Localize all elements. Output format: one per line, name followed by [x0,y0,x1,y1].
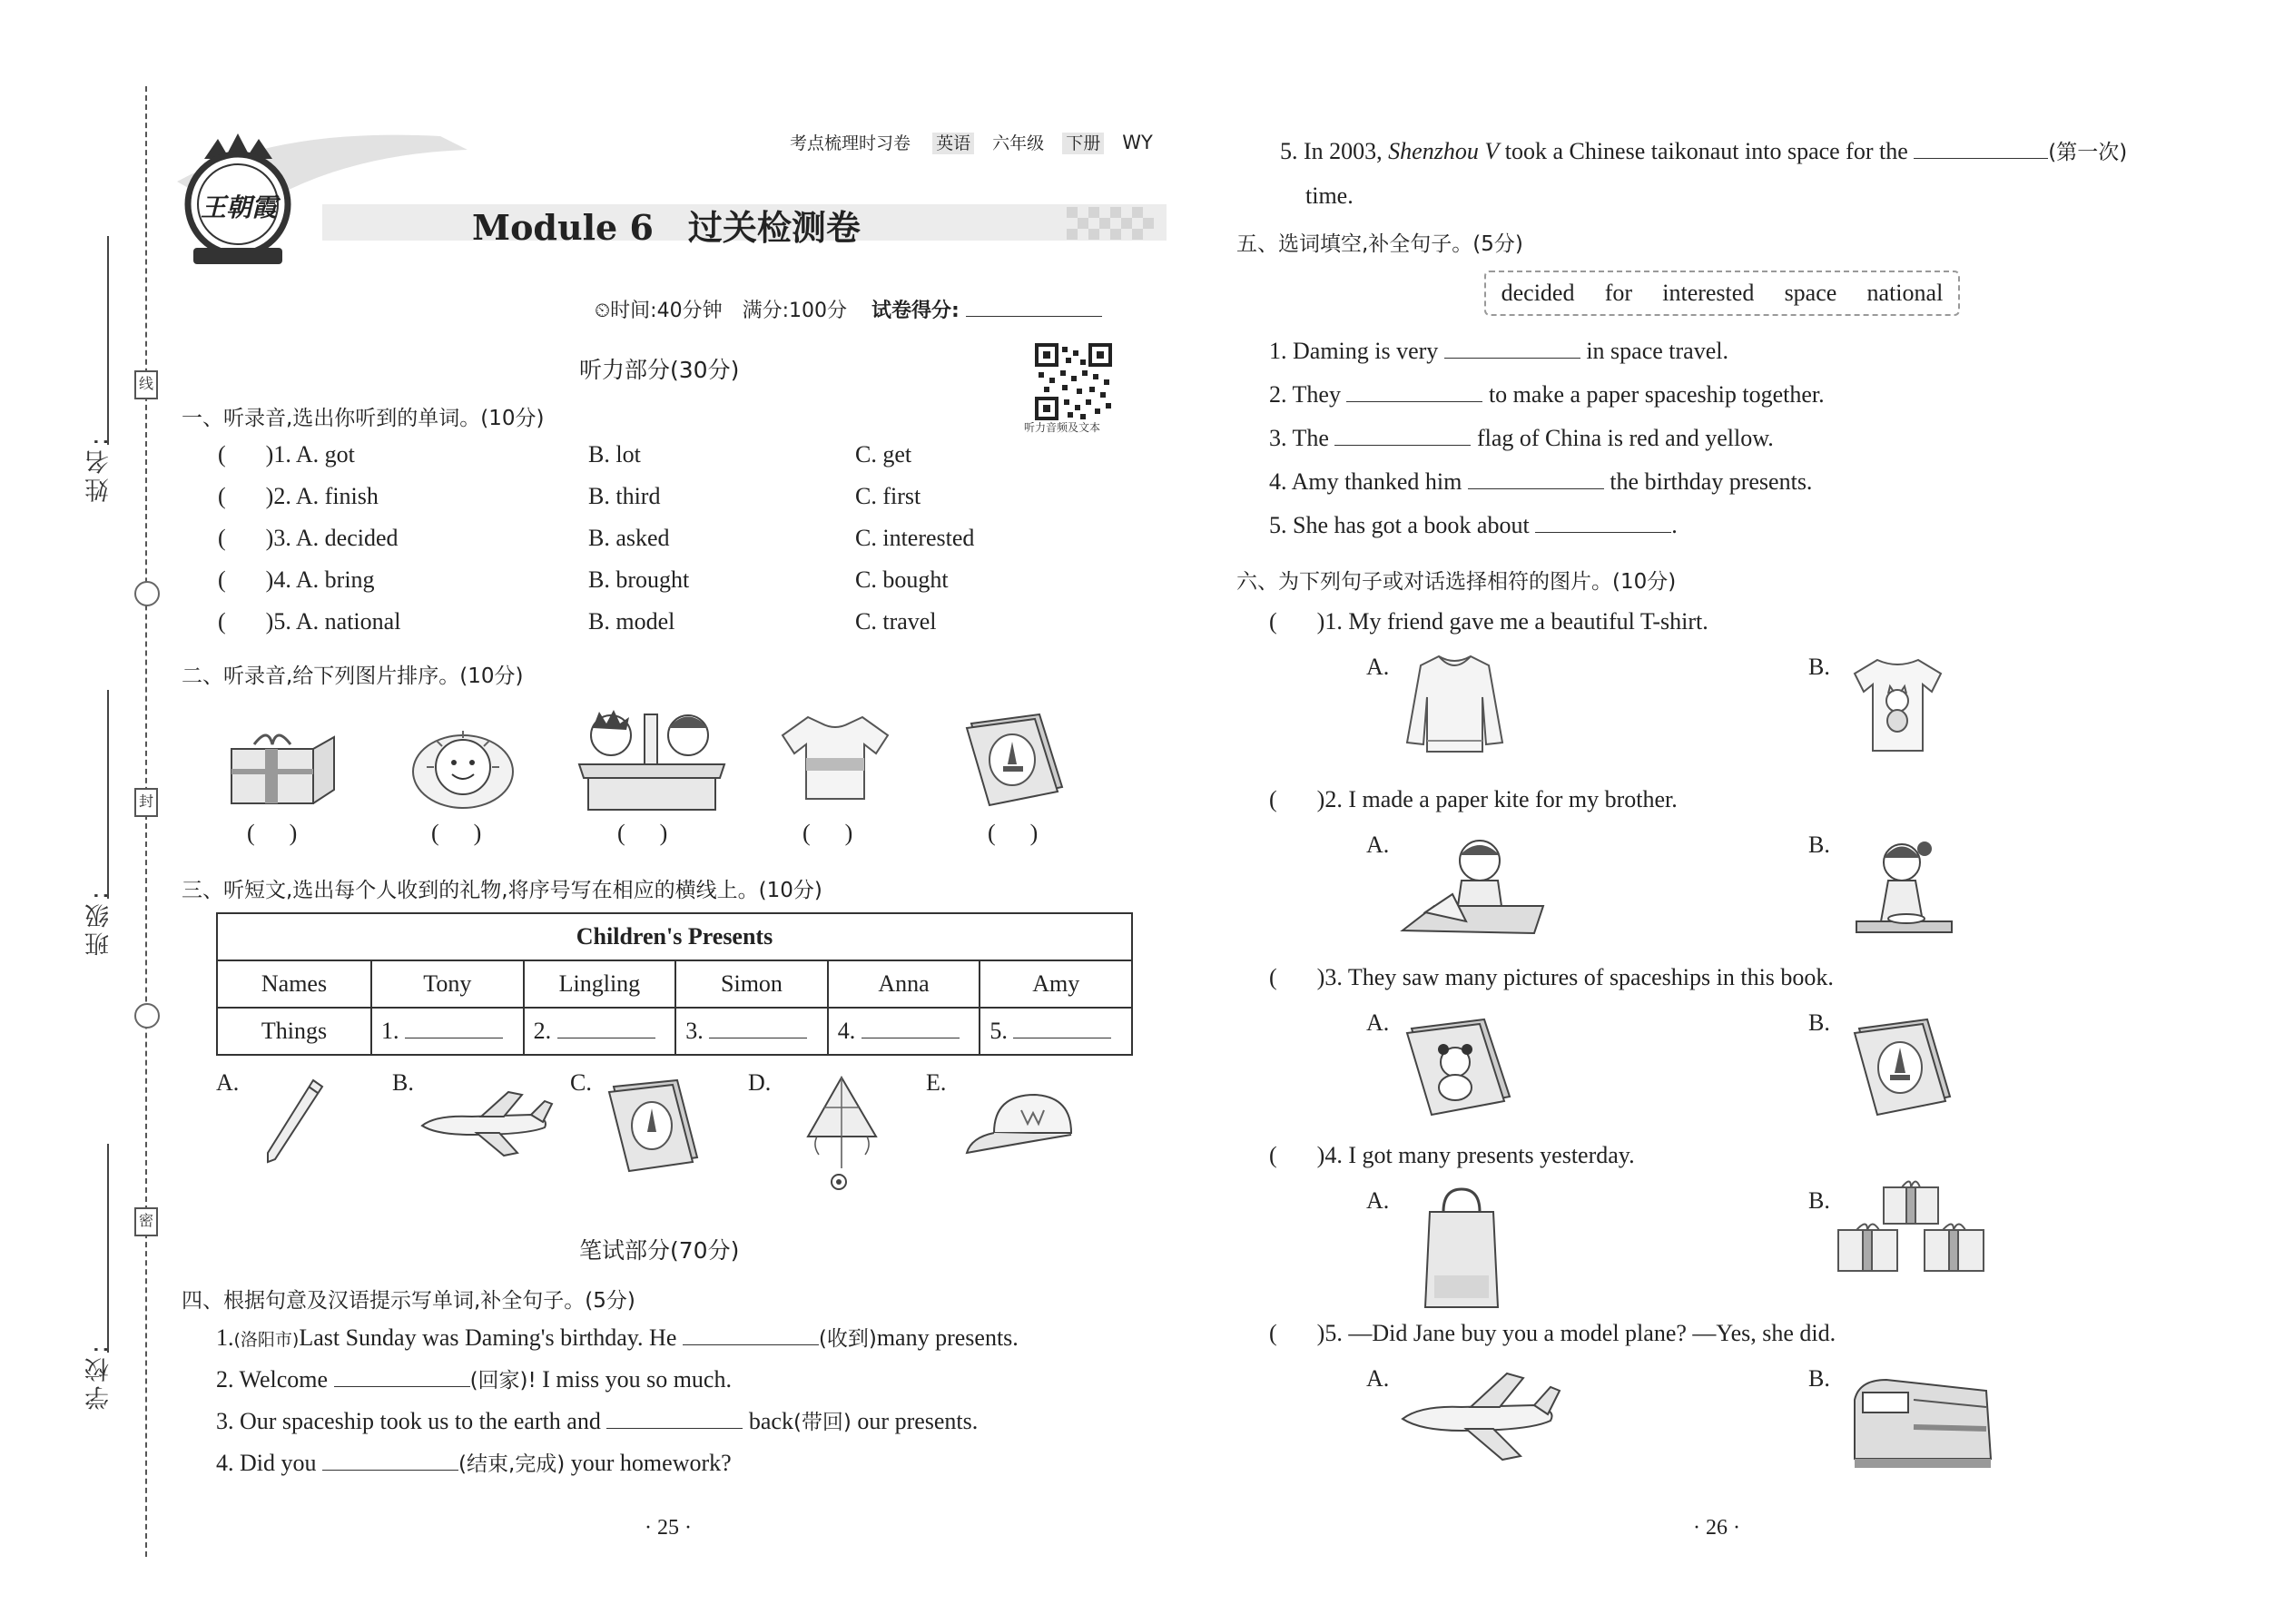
header-amy: Amy [980,960,1132,1008]
s2-answer-4[interactable] [802,820,852,847]
s4-q4-text-a: 4. Did you [216,1450,317,1476]
plane-icon [418,1088,554,1160]
s5-item-5 [1269,512,1678,539]
open-paren: ( [1269,1320,1277,1346]
word-for: for [1604,280,1633,306]
s1-q4-bracket[interactable] [218,566,375,594]
open-paren: ( [218,566,226,593]
close-paren: ) [289,820,298,846]
s1-q4-option-c: C. bought [855,566,949,593]
s6-q2-b-girl-cooking [1852,835,1956,949]
answer-cell-5[interactable] [980,1008,1132,1055]
binding-hole-1 [134,581,160,606]
open-paren: ( [617,820,625,846]
s2-picture-sun [409,722,522,812]
s4-q5-text-b: took a Chinese taikonaut into space for the [1504,138,1908,164]
s5-item-3-a: 3. The [1269,425,1329,451]
section-4-title: 四、根据句意及汉语提示写单词,补全句子。(5分) [182,1289,635,1313]
binding-mark-line: 线 [134,370,158,399]
answer-blank[interactable] [1013,1018,1111,1038]
word-decided: decided [1501,280,1575,306]
book-icon [606,1076,702,1176]
word-bank [1484,271,1960,316]
s5-item-5-a: 5. She has got a book about [1269,512,1530,538]
exam-meta [595,295,1102,323]
binding-dashed-line [145,86,147,1557]
s4-q1-hint: (收到) [818,1327,877,1351]
s4-q5-italic: Shenzhou V [1388,138,1500,164]
open-paren: ( [1269,786,1277,812]
pen-icon [259,1076,331,1166]
score-field[interactable] [966,296,1102,317]
s3-option-c-book [606,1076,702,1176]
word-interested: interested [1662,280,1755,306]
s6-q4-a-shopping-bag [1421,1185,1502,1312]
presents-table [216,912,1133,1056]
s4-q1 [216,1322,1019,1352]
s3-option-b-label: B. [392,1069,414,1096]
close-paren: ) [473,820,482,846]
binding-mark-seal: 封 [134,788,158,817]
blank-number: 5. [989,1018,1008,1044]
sweater-icon [1403,652,1507,756]
open-paren: ( [988,820,996,846]
gift-box-icon [227,726,340,808]
s4-q4 [216,1447,732,1477]
cap-icon [962,1088,1089,1165]
header-tony: Tony [371,960,524,1008]
s6-q4[interactable] [1269,1142,1635,1169]
s5-item-2-b: to make a paper spaceship together. [1488,381,1825,408]
s3-option-e-label: E. [926,1069,947,1096]
s5-item-2-a: 2. They [1269,381,1341,408]
answer-cell-1[interactable] [371,1008,524,1055]
cat-t-shirt-icon [1850,655,1945,755]
s6-q4-b-gift-boxes [1834,1180,1993,1280]
s3-option-a-label: A. [216,1069,240,1096]
s6-q2-a-boy-making-kite [1398,835,1548,944]
s5-item-1-b: in space travel. [1586,338,1728,364]
word-space: space [1784,280,1837,306]
s1-q3-option-a: )3. A. decided [265,525,399,551]
s5-item-3 [1269,425,1774,452]
s2-answer-2[interactable] [431,820,481,847]
qr-caption: 听力音频及文本 [1024,421,1101,434]
s6-q3-a-panda-book [1403,1015,1516,1119]
s2-picture-children [570,701,733,814]
blank-number: 1. [381,1018,399,1044]
panda-book-icon [1403,1015,1516,1119]
s4-q5 [1280,130,2233,218]
open-paren: ( [1269,964,1277,990]
s6-q3-a-label: A. [1366,1009,1390,1036]
table-title: Children's Presents [217,913,1132,960]
s1-q1-option-b: B. lot [588,441,641,468]
things-label: Things [217,1008,371,1055]
blank-number: 2. [533,1018,552,1044]
s4-q4-blank[interactable] [322,1450,458,1471]
answer-blank[interactable] [709,1018,807,1038]
s6-q5-b-train [1850,1373,1995,1472]
open-paren: ( [218,441,226,468]
s4-q2-blank[interactable] [334,1366,470,1387]
s3-option-c-label: C. [570,1069,592,1096]
shopping-bag-icon [1421,1185,1502,1312]
s4-q3-text-c: our presents. [857,1408,979,1434]
s4-q1-text-a: Last Sunday was Daming's birthday. He [299,1324,677,1351]
children-at-desk-icon [570,701,733,814]
s4-q5-text-a: 5. In 2003, [1280,138,1383,164]
answer-cell-3[interactable] [675,1008,828,1055]
s1-q5-bracket[interactable] [218,608,400,635]
binding-hole-2 [134,1003,160,1029]
answer-cell-2[interactable] [524,1008,676,1055]
page-title: Module 6 过关检测卷 [472,207,861,248]
s6-q3-text: )3. They saw many pictures of spaceships in this book. [1316,964,1834,990]
s2-answer-5[interactable] [988,820,1038,847]
qr-code-graphic [1035,343,1112,420]
header-simon: Simon [675,960,828,1008]
s5-item-1-a: 1. Daming is very [1269,338,1439,364]
sun-icon [409,722,522,812]
open-paren: ( [1269,608,1277,635]
s2-picture-book [962,710,1067,810]
boy-making-kite-icon [1398,835,1548,944]
s5-item-2 [1269,381,1825,408]
section-5-title: 五、选词填空,补全句子。(5分) [1236,232,1523,256]
time-and-score: ⏲时间:40分钟 满分:100分 [595,300,847,322]
page-number-right: · 26 · [1693,1516,1740,1540]
s4-q4-text-b: your homework? [570,1450,732,1476]
s4-q3-text-b: back [748,1408,793,1434]
s5-item-3-blank[interactable] [1334,425,1471,446]
s4-q1-source: (洛阳市) [233,1330,300,1350]
section-3-title: 三、听短文,选出每个人收到的礼物,将序号写在相应的横线上。(10分) [182,879,822,902]
s4-q3 [216,1405,978,1435]
s3-option-a-pen [259,1076,331,1166]
score-label: 试卷得分: [871,300,960,322]
s1-q3-option-b: B. asked [588,525,670,551]
answer-cell-4[interactable] [828,1008,980,1055]
name-label: 姓名: [85,434,113,503]
class-field[interactable] [107,690,109,899]
s1-q2-bracket[interactable] [218,483,379,510]
s6-q3-b-spaceship-book [1850,1015,1954,1119]
s6-q2[interactable] [1269,786,1678,813]
s3-option-d-kite [799,1073,885,1200]
s6-q1-b-label: B. [1808,654,1830,680]
term-tag: 下册 [1062,133,1104,154]
logo-text: 王朝霞 [200,192,277,222]
open-paren: ( [1269,1142,1277,1168]
s4-q2-hint: (回家)! [469,1369,537,1393]
s5-item-1-blank[interactable] [1444,338,1580,359]
s1-q2-option-a: )2. A. finish [265,483,379,509]
s4-q4-hint: (结束,完成) [458,1452,566,1476]
answer-blank[interactable] [405,1018,503,1038]
edition-tag: WY [1122,132,1153,153]
s4-q1-blank[interactable] [683,1324,819,1345]
open-paren: ( [802,820,811,846]
s4-q5-blank[interactable] [1914,138,2048,159]
s2-answer-1[interactable] [247,820,297,847]
s3-option-b-plane [418,1088,554,1160]
s4-q2 [216,1363,732,1393]
t-shirt-icon [781,713,890,803]
book-icon [962,710,1067,810]
s6-q4-b-label: B. [1808,1187,1830,1214]
s1-q4-option-b: B. brought [588,566,690,593]
s6-q4-text: )4. I got many presents yesterday. [1316,1142,1635,1168]
header-series [790,130,1153,154]
s1-q3-option-c: C. interested [855,525,975,551]
s6-q3-b-label: B. [1808,1009,1830,1036]
binding-mark-secret: 密 [134,1207,158,1236]
writing-heading: 笔试部分(70分) [579,1237,740,1264]
grade-tag: 六年级 [992,133,1045,153]
kite-icon [799,1073,885,1200]
s4-q2-text-b: I miss you so much. [542,1366,732,1393]
s3-option-d-label: D. [748,1069,772,1096]
s5-item-3-b: flag of China is red and yellow. [1476,425,1774,451]
s6-q1-text: )1. My friend gave me a beautiful T-shirt. [1316,608,1708,635]
publisher-logo [177,132,300,268]
s6-q3[interactable] [1269,964,1834,991]
s2-answer-3[interactable] [617,820,667,847]
answer-blank[interactable] [861,1018,960,1038]
s1-q5-option-c: C. travel [855,608,937,635]
s5-item-5-b: . [1671,512,1678,538]
section-1-title: 一、听录音,选出你听到的单词。(10分) [182,407,545,430]
s6-q5-a-label: A. [1366,1365,1390,1392]
s5-item-4-a: 4. Amy thanked him [1269,468,1462,495]
page-number-left: · 25 · [645,1516,692,1540]
s6-q5-text: )5. —Did Jane buy you a model plane? —Yes, she did. [1316,1320,1836,1346]
girl-cooking-icon [1852,835,1956,949]
s6-q1-a-label: A. [1366,654,1390,680]
close-paren: ) [844,820,853,846]
s1-q4-option-a: )4. A. bring [265,566,375,593]
s1-q1-option-a: )1. A. got [265,441,355,468]
class-label: 班级: [85,888,113,957]
spaceship-book-icon [1850,1015,1954,1119]
s5-item-4 [1269,468,1812,496]
s4-q3-blank[interactable] [606,1408,743,1429]
open-paren: ( [218,483,226,509]
s4-q1-number: 1. [216,1324,234,1351]
blank-number: 4. [837,1018,856,1044]
series-name: 考点梳理时习卷 [790,133,911,153]
school-field[interactable] [107,1144,109,1353]
s5-item-2-blank[interactable] [1346,381,1482,402]
s2-picture-t-shirt [781,713,890,803]
s5-item-4-blank[interactable] [1468,468,1604,489]
school-label: 学校: [85,1342,113,1411]
s6-q5-a-model-plane [1398,1369,1561,1464]
s6-q5[interactable] [1269,1320,1836,1347]
open-paren: ( [431,820,439,846]
s6-q1-b-tshirt [1850,655,1945,755]
s6-q2-a-label: A. [1366,832,1390,858]
s1-q3-bracket[interactable] [218,525,399,552]
header-anna: Anna [828,960,980,1008]
s1-q5-option-a: )5. A. national [265,608,401,635]
s6-q2-text: )2. I made a paper kite for my brother. [1316,786,1678,812]
open-paren: ( [247,820,255,846]
open-paren: ( [218,608,226,635]
s5-item-1 [1269,338,1728,365]
s4-q1-text-b: many presents. [876,1324,1019,1351]
qr-code[interactable] [1035,343,1112,420]
listening-heading: 听力部分(30分) [579,357,740,383]
s5-item-5-blank[interactable] [1535,512,1671,533]
open-paren: ( [218,525,226,551]
section-2-title: 二、听录音,给下列图片排序。(10分) [182,664,524,688]
gift-boxes-icon [1834,1180,1993,1280]
answer-blank[interactable] [557,1018,655,1038]
s4-q3-hint: (带回) [793,1411,852,1434]
s1-q1-option-c: C. get [855,441,912,468]
model-plane-icon [1398,1369,1561,1464]
subject-tag: 英语 [932,133,974,154]
s1-q2-option-c: C. first [855,483,921,509]
s6-q1[interactable] [1269,608,1708,635]
s3-option-e-cap [962,1088,1089,1165]
s4-q3-text-a: 3. Our spaceship took us to the earth and [216,1408,601,1434]
s4-q2-text-a: 2. Welcome [216,1366,329,1393]
s1-q5-option-b: B. model [588,608,675,635]
s5-item-4-b: the birthday presents. [1610,468,1813,495]
s6-q4-a-label: A. [1366,1187,1390,1214]
close-paren: ) [659,820,668,846]
section-6-title: 六、为下列句子或对话选择相符的图片。(10分) [1236,570,1677,594]
s1-q1-bracket[interactable] [218,441,355,468]
s6-q5-b-label: B. [1808,1365,1830,1392]
s1-q2-option-b: B. third [588,483,661,509]
s6-q1-a-sweater [1403,652,1507,756]
blank-number: 3. [685,1018,704,1044]
train-icon [1850,1373,1995,1472]
s6-q2-b-label: B. [1808,832,1830,858]
header-names: Names [217,960,371,1008]
header-lingling: Lingling [524,960,676,1008]
name-field[interactable] [107,236,109,445]
word-national: national [1866,280,1944,306]
s4-q5-text-c: time. [1305,182,1354,209]
s4-q5-hint: (第一次) [2048,141,2128,164]
close-paren: ) [1029,820,1039,846]
s2-picture-gift-box [227,726,340,808]
